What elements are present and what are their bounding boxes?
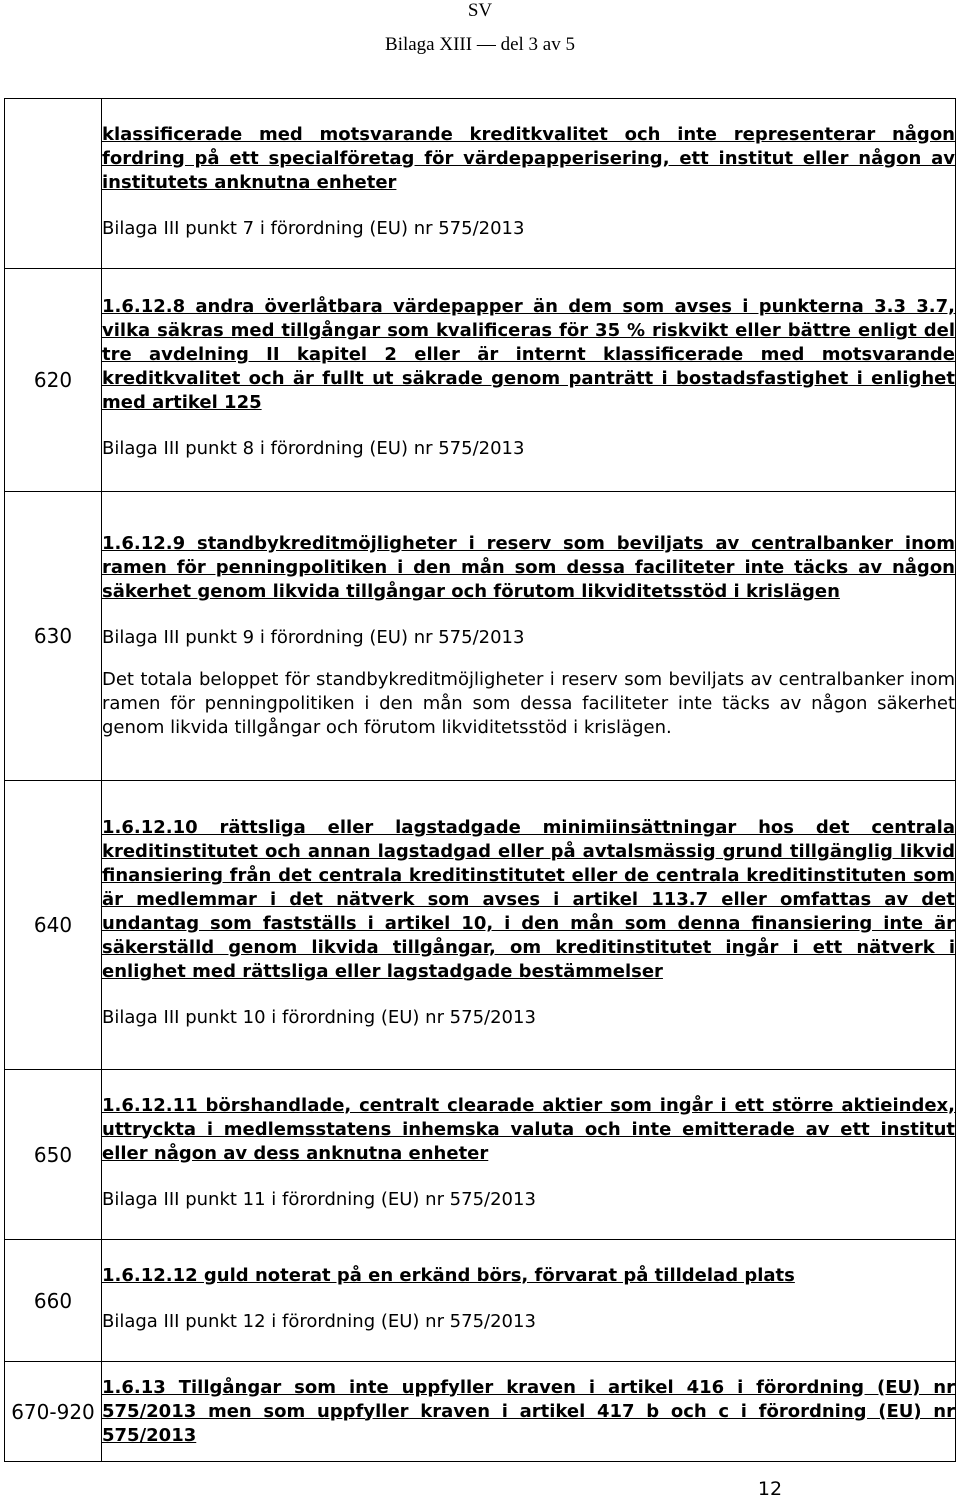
table-row (5, 1240, 956, 1362)
table-row (5, 492, 956, 781)
row-reference: Bilaga III punkt 9 i förordning (EU) nr 575/2013 (102, 627, 525, 648)
table-row (5, 1070, 956, 1240)
row-description: Det totala beloppet för standbykreditmöjligheter i reserv som beviljats av centralbanker inom ramen för penningpolitiken i den mån som dessa faciliteter inte täcks av någon säkerhet genom likvida tillgångar och förutom likviditetsstöd i krislägen. (102, 669, 955, 738)
row-reference: Bilaga III punkt 10 i förordning (EU) nr 575/2013 (102, 1007, 536, 1028)
annex-subtitle: Bilaga XIII — del 3 av 5 (385, 34, 575, 55)
document-code: SV (467, 0, 493, 21)
table-row (5, 781, 956, 1070)
row-number (5, 99, 102, 269)
row-content (102, 1070, 956, 1240)
row-content (102, 1362, 956, 1462)
row-content (102, 492, 956, 781)
table-row (5, 1362, 956, 1462)
row-number: 650 (5, 1070, 102, 1240)
row-content (102, 1240, 956, 1362)
row-content (102, 269, 956, 492)
template-table (4, 98, 956, 1462)
row-reference: Bilaga III punkt 7 i förordning (EU) nr 575/2013 (102, 217, 525, 239)
row-heading: 1.6.13 Tillgångar som inte uppfyller kraven i artikel 416 i förordning (EU) nr 575/2013 men som uppfyller kraven i artikel 417 b och c i förordning (EU) nr 575/2013 (102, 1376, 955, 1446)
row-heading: 1.6.12.11 börshandlade, centralt clearade aktier som ingår i ett större aktieindex, uttryckta i medlemsstatens inhemska valuta och inte emitterade av ett institut eller någon av dess anknutna enheter (102, 1094, 955, 1164)
row-heading: 1.6.12.10 rättsliga eller lagstadgade minimiinsättningar hos det centrala kreditinstitutet och annan lagstadgad eller på avtalsmässig grund tillgänglig likvid finansiering från det centrala kreditinstitutet eller de centrala kreditinstituten som är medlemmar i det nätverk som avses i artikel 113.7 eller omfattas av det undantag som fastställs i artikel 10, i den mån som denna finansiering inte är säkerställd genom likvida tillgångar, om kreditinstitutet ingår i ett nätverk i enlighet med rättsliga eller lagstadgade bestämmelser (102, 817, 955, 982)
table-row (5, 99, 956, 269)
row-number: 620 (5, 269, 102, 492)
row-heading: 1.6.12.12 guld noterat på en erkänd börs, förvarat på tilldelad plats (102, 1264, 795, 1286)
row-heading: 1.6.12.9 standbykreditmöjligheter i reserv som beviljats av centralbanker inom ramen för penningpolitiken i den mån som dessa faciliteter inte täcks av någon säkerhet genom likvida tillgångar och förutom likviditetsstöd i krislägen (102, 533, 955, 602)
row-number: 660 (5, 1240, 102, 1362)
row-number: 630 (5, 492, 102, 781)
row-heading: klassificerade med motsvarande kreditkvalitet och inte representerar någon fordring på ett specialföretag för värdepapperisering, ett institut eller någon av institutets anknutna enheter (102, 123, 955, 193)
row-number: 670-920 (5, 1362, 102, 1462)
page-number: 12 (757, 1478, 783, 1500)
row-reference: Bilaga III punkt 12 i förordning (EU) nr 575/2013 (102, 1310, 536, 1332)
row-content (102, 781, 956, 1070)
row-reference: Bilaga III punkt 11 i förordning (EU) nr 575/2013 (102, 1188, 536, 1210)
row-number: 640 (5, 781, 102, 1070)
table-row (5, 269, 956, 492)
row-heading: 1.6.12.8 andra överlåtbara värdepapper än dem som avses i punkterna 3.3 3.7, vilka säkras med tillgångar som kvalificeras för 35 % riskvikt eller bättre enligt del tre avdelning II kapitel 2 eller är internt klassificerade med motsvarande kreditkvalitet och är fullt ut säkrade genom panträtt i bostadsfastighet i enlighet med artikel 125 (102, 296, 955, 413)
row-content (102, 99, 956, 269)
row-reference: Bilaga III punkt 8 i förordning (EU) nr 575/2013 (102, 438, 525, 459)
